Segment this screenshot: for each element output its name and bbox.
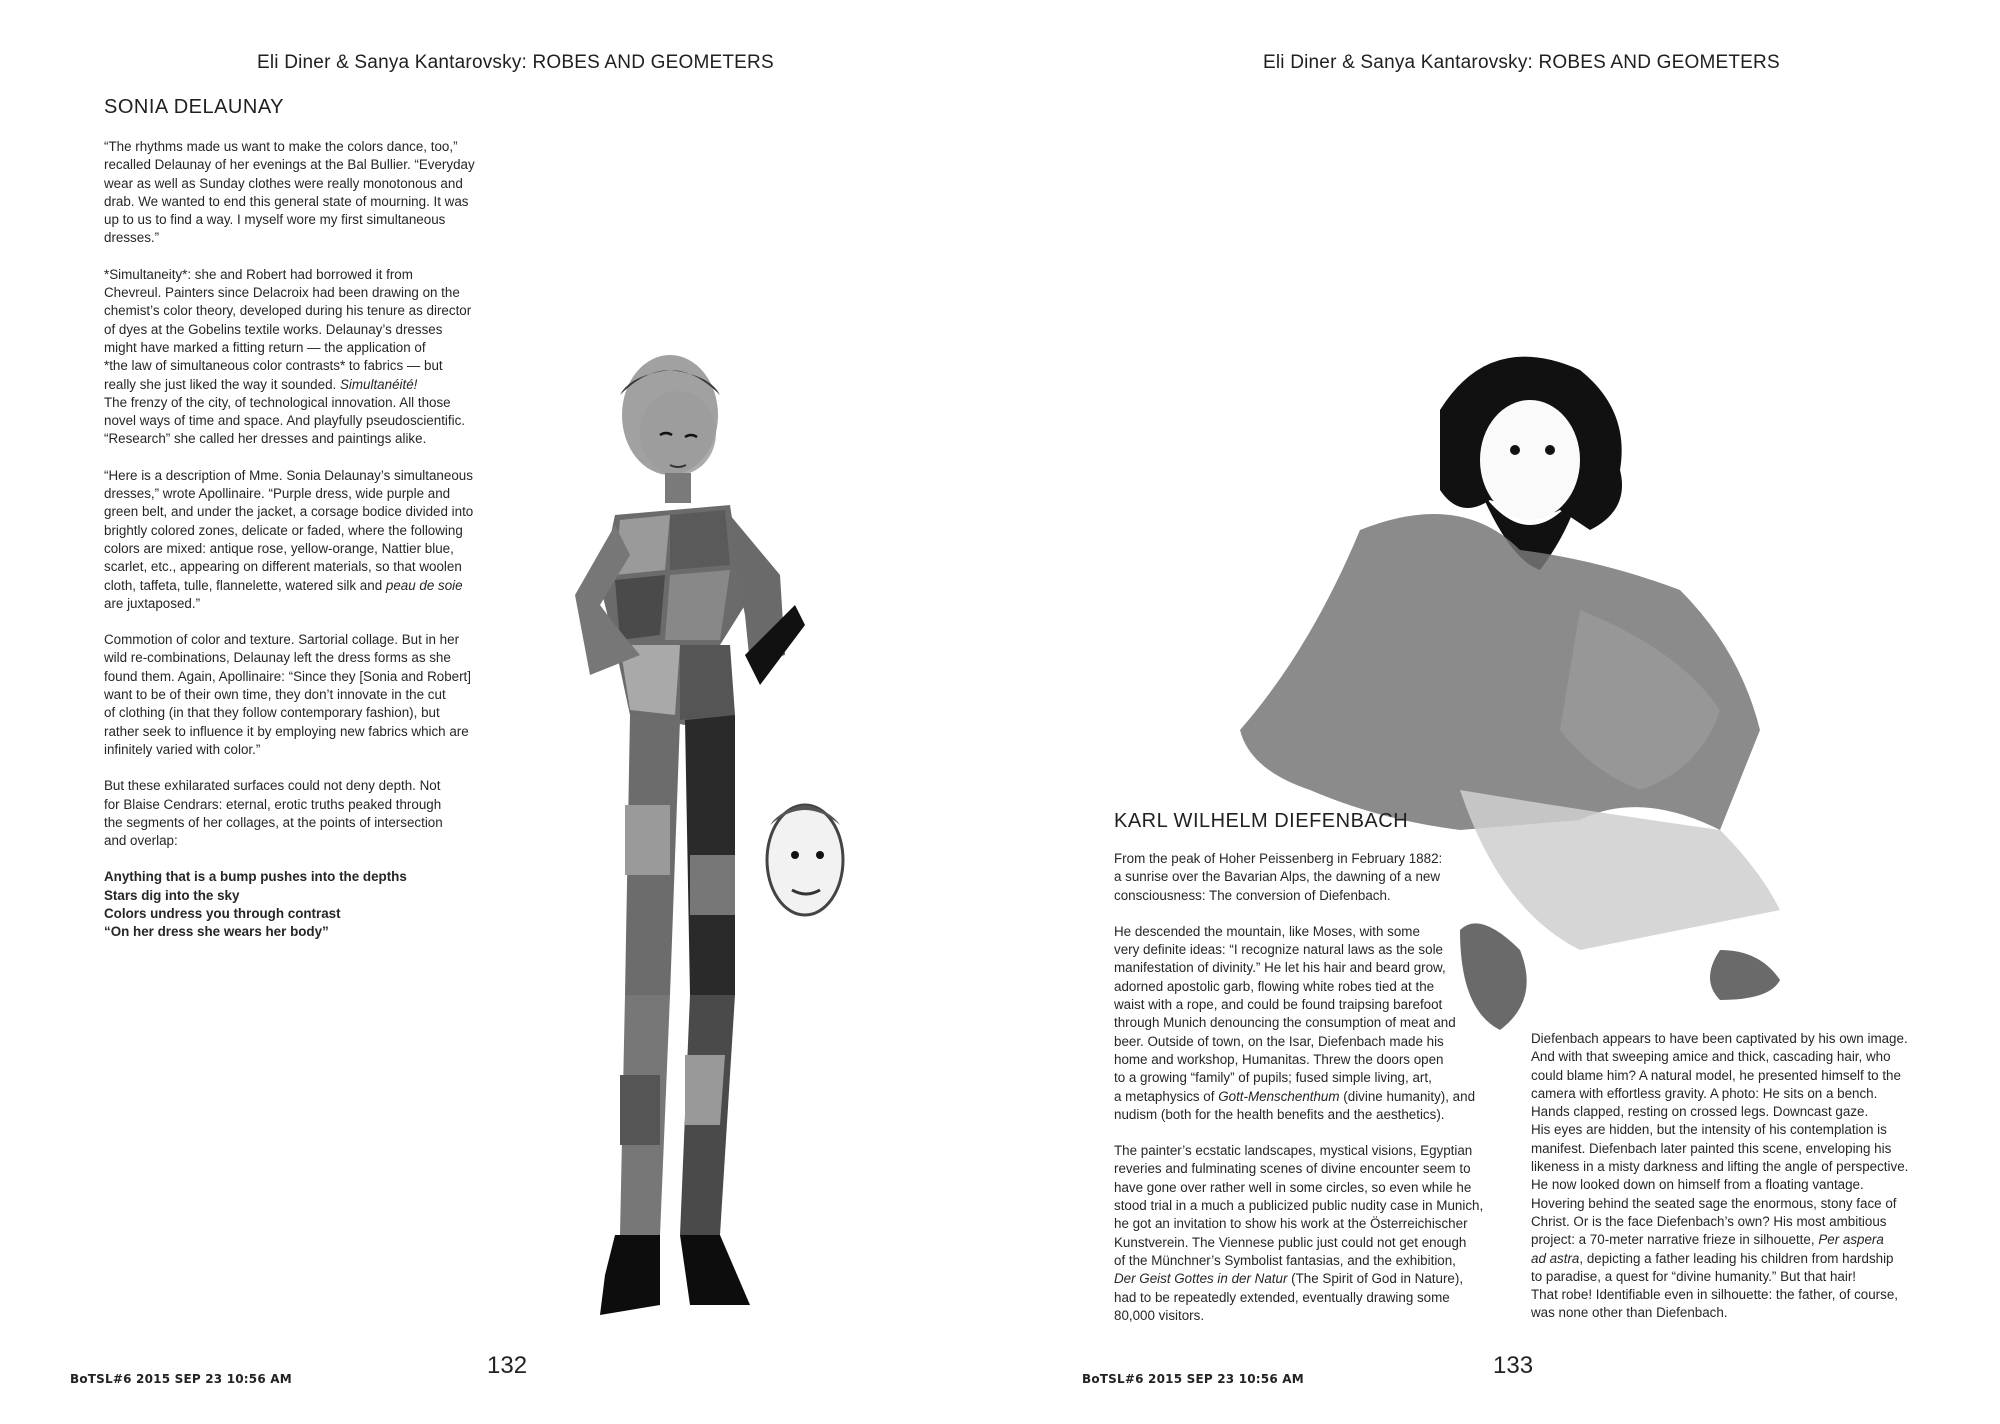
paragraph-text: (The Spirit of God in Nature), had to be repeatedly extended, eventually drawing some 80,000 visitors.	[1114, 1271, 1464, 1323]
paragraph	[104, 467, 516, 613]
paragraph	[1114, 923, 1504, 1124]
paragraph-text: are juxtaposed.”	[104, 595, 201, 611]
running-head: Eli Diner & Sanya Kantarovsky: ROBES AND GEOMETERS	[257, 52, 774, 73]
section-title: KARL WILHELM DIEFENBACH	[1114, 810, 1409, 832]
text-column	[104, 138, 516, 960]
paragraph: But these exhilarated surfaces could not deny depth. Not for Blaise Cendrars: eternal, erotic truths peaked through the segments of her collages, at the points of intersection and overlap:	[104, 778, 443, 849]
paragraph	[104, 266, 516, 449]
paragraph: From the peak of Hoher Peissenberg in February 1882: a sunrise over the Bavarian Alps, the dawning of a new consciousness: The conversion of Diefenbach.	[1114, 851, 1443, 903]
paragraph	[1531, 1030, 1971, 1323]
page-number: 132	[487, 1352, 528, 1379]
section-title: SONIA DELAUNAY	[104, 96, 285, 118]
print-slug: BoTSL#6 2015 SEP 23 10:56 AM	[70, 1372, 292, 1386]
italic-text: Gott-Menschenthum	[1218, 1088, 1340, 1104]
right-page	[1000, 0, 2000, 1424]
paragraph-text: Diefenbach appears to have been captivated by his own image. And with that sweeping amice and thick, cascading hair, who could blame him? A natural model, he presented himself to the camera with effortless gravity. A photo: He sits on a bench. Hands clapped, resting on crossed legs. Downcast gaze. His eyes are hidden, but the intensity of his contemplation is manifest. Diefenbach later painted this scene, enveloping his likeness in a misty darkness and lifting the angle of perspective. He now looked down on himself from a floating vantage. Hovering behind the seated sage the enormous, stony face of Christ. Or is the face Diefenbach’s own? His most ambitious project: a 70-meter narrative frieze in silhouette,	[1531, 1031, 1909, 1248]
italic-text: Per aspera ad astra	[1531, 1232, 1884, 1266]
paragraph: Commotion of color and texture. Sartorial collage. But in her wild re-combinations, Delaunay left the dress forms as she found them. Again, Apollinaire: “Since they [Sonia and Robert] want to be of their own time, they don’t innovate in the cut of clothing (in that they follow contemporary fashion), but rather seek to influence it by employing new fabrics which are infinitely varied with color.”	[104, 632, 471, 757]
paragraph-text: , depicting a father leading his children from hardship to paradise, a quest for “divine humanity.” But that hair! That robe! Identifiable even in silhouette: the father, of course, was none other than Diefenbach.	[1531, 1250, 1898, 1321]
paragraph-text: (divine humanity), and nudism (both for the health benefits and the aesthetics).	[1114, 1088, 1476, 1122]
paragraph: “The rhythms made us want to make the colors dance, too,” recalled Delaunay of her evenings at the Bal Bullier. “Everyday wear as well as Sunday clothes were really monotonous and drab. We wanted to end this general state of mourning. It was up to us to find a way. I myself wore my first simultaneous dresses.”	[104, 139, 475, 246]
running-head: Eli Diner & Sanya Kantarovsky: ROBES AND GEOMETERS	[1263, 52, 1780, 73]
paragraph-text: “Here is a description of Mme. Sonia Delaunay’s simultaneous dresses,” wrote Apollinaire. “Purple dress, wide purple and green belt, and under the jacket, a corsage bodice divided into brightly colored zones, delicate or faded, where the following colors are mixed: antique rose, yellow-orange, Nattier blue, scarlet, etc., appearing on different materials, so that woolen cloth, taffeta, tulle, flannelette, watered silk and	[104, 467, 474, 593]
watercolor-figure	[520, 355, 900, 1400]
paragraph-text: The painter’s ecstatic landscapes, mystical visions, Egyptian reveries and fulminating scenes of divine encounter seem to have gone over rather well in some circles, so even while he stood trial in a much a publicized public nudity case in Munich, he got an invitation to show his work at the Österreichischer Kunstverein. The Viennese public just could not get enough of the Münchner’s Symbolist fantasias, and the exhibition,	[1114, 1143, 1484, 1268]
page-number: 133	[1493, 1352, 1534, 1379]
text-column-2	[1531, 1030, 1971, 1341]
paragraph-text: He descended the mountain, like Moses, with some very definite ideas: “I recognize natural laws as the sole manifestation of divinity.” He let his hair and beard grow, adorned apostolic garb, flowing white robes tied at the waist with a rope, and could be found traipsing barefoot through Munich denouncing the consumption of meat and beer. Outside of town, on the Isar, Diefenbach made his home and workshop, Humanitas. Threw the doors open to a growing “family” of pupils; fused simple living, art, a metaphysics of	[1114, 923, 1456, 1104]
italic-text: peau de soie	[385, 577, 463, 593]
poem-quote: Anything that is a bump pushes into the depths Stars dig into the sky Colors undress you through contrast “On her dress she wears her body”	[104, 869, 407, 940]
print-slug: BoTSL#6 2015 SEP 23 10:56 AM	[1082, 1372, 1304, 1386]
paragraph-text: *Simultaneity*: she and Robert had borrowed it from Chevreul. Painters since Delacroix had been drawing on the chemist’s color theory, developed during his tenure as director of dyes at the Gobelins textile works. Delaunay’s dresses might have marked a fitting return — the application of *the law of simultaneous color contrasts* to fabrics — but really she just liked the way it sounded.	[104, 266, 472, 392]
paragraph	[1114, 1142, 1504, 1325]
italic-text: Simultanéité!	[339, 376, 418, 392]
paragraph-text: The frenzy of the city, of technological innovation. All those novel ways of time and space. And playfully pseudoscientific. “Research” she called her dresses and paintings alike.	[104, 394, 466, 447]
delaunay-dress-illustration	[520, 355, 900, 1400]
italic-text: Der Geist Gottes in der Natur	[1114, 1271, 1288, 1287]
text-column-1	[1114, 850, 1504, 1343]
